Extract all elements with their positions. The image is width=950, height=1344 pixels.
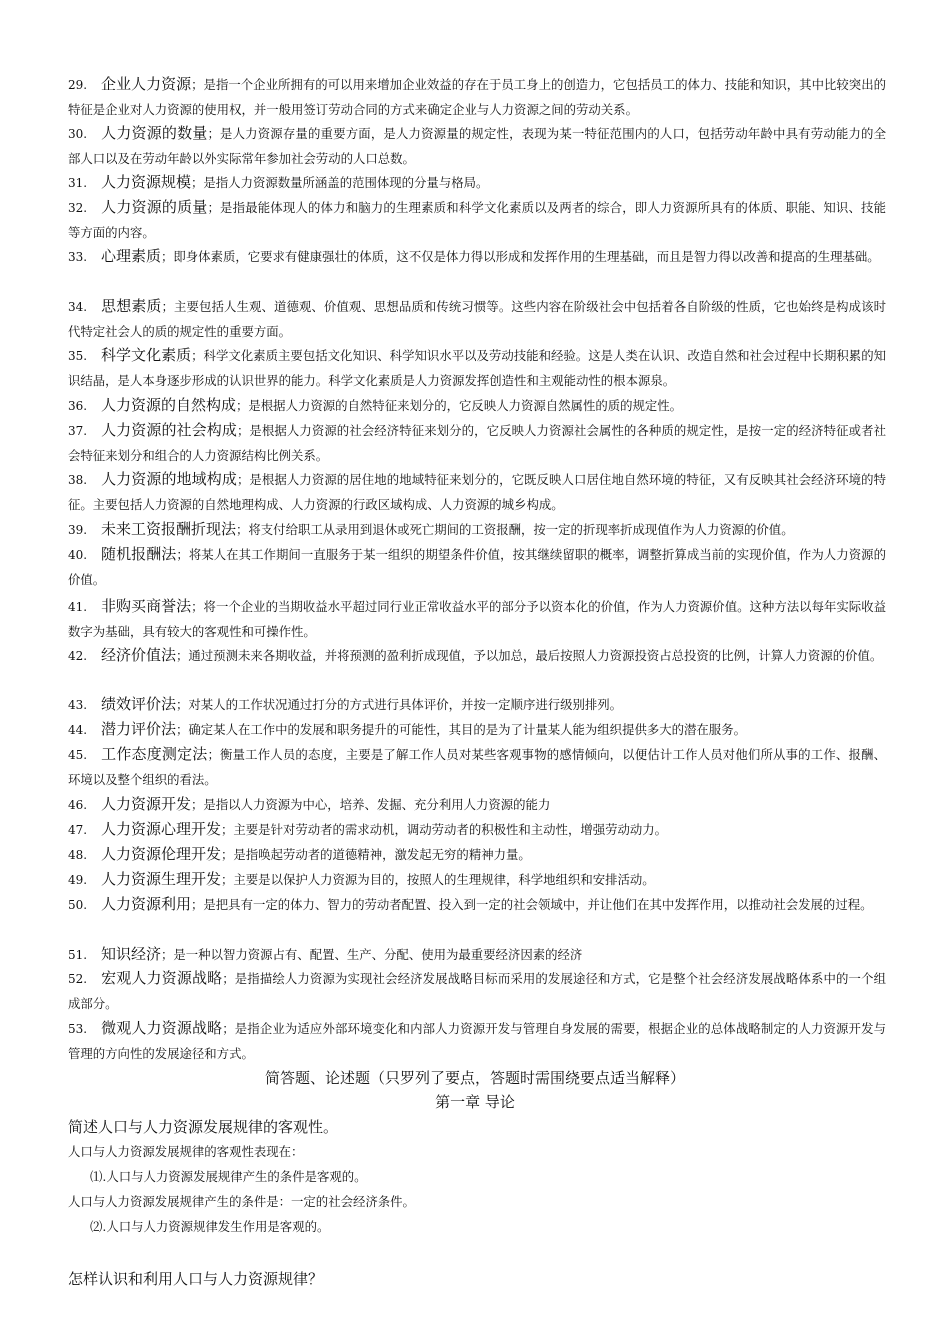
glossary-entry — [68, 867, 886, 893]
chapter-title: 第一章 导论 — [435, 1093, 515, 1111]
entry-definition: ；是人力资源存量的重要方面，是人力资源量的规定性，表现为某一特征范围内的人口，包括劳动年龄中具有劳动能力的全部人口以及在劳动年龄以外实际常年参加社会劳动的人口总数。 — [68, 126, 886, 166]
glossary-entry — [68, 343, 886, 393]
entry-term: 随机报酬法 — [101, 545, 177, 563]
entry-term: 绩效评价法 — [101, 695, 177, 713]
entry-definition: ；是根据人力资源的社会经济特征来划分的，它反映人力资源社会属性的各种质的规定性，是按一定的经济特征或者社会特征来划分和组合的人力资源结构比例关系。 — [68, 423, 886, 463]
glossary-entry — [68, 418, 886, 468]
glossary-entry — [68, 517, 886, 543]
entry-term: 人力资源利用 — [101, 895, 192, 913]
entry-term: 人力资源的地域构成 — [101, 470, 237, 488]
entry-definition: ；是指一个企业所拥有的可以用来增加企业效益的存在于员工身上的创造力，它包括员工的体力、技能和知识，其中比较突出的特征是企业对人力资源的使用权，并一般用签订劳动合同的方式来确定企业与人力资源之间的劳动关系。 — [68, 77, 886, 117]
glossary-entry — [68, 817, 886, 843]
entry-definition: ；主要是以保护人力资源为目的，按照人的生理规律，科学地组织和安排活动。 — [221, 872, 655, 887]
glossary-entry — [68, 393, 886, 419]
entry-definition: ；即身体素质，它要求有健康强壮的体质，这不仅是体力得以形成和发挥作用的生理基础，而且是智力得以改善和提高的生理基础。 — [161, 249, 880, 264]
entry-definition: ；是一种以智力资源占有、配置、生产、分配、使用为最重要经济因素的经济 — [161, 947, 583, 962]
entry-definition: ；是把具有一定的体力、智力的劳动者配置、投入到一定的社会领域中，并让他们在其中发挥作用，以推动社会发展的过程。 — [191, 897, 873, 912]
entry-definition: ；是指企业为适应外部环境变化和内部人力资源开发与管理自身发展的需要，根据企业的总体战略制定的人力资源开发与管理的方向性的发展途径和方式。 — [68, 1021, 886, 1061]
glossary-entry — [68, 717, 886, 743]
entry-number: 49. — [68, 873, 88, 887]
entry-number: 36. — [68, 399, 88, 413]
entry-definition: ；对某人的工作状况通过打分的方式进行具体评价，并按一定顺序进行级别排列。 — [176, 697, 623, 712]
entry-definition: ；将一个企业的当期收益水平超过同行业正常收益水平的部分予以资本化的价值，作为人力资源价值。这种方法以每年实际收益数字为基础，具有较大的客观性和可操作性。 — [68, 599, 886, 639]
entry-definition: ；将某人在其工作期间一直服务于某一组织的期望条件价值，按其继续留职的概率，调整折算成当前的实现价值，作为人力资源的价值。 — [68, 547, 886, 587]
answer-line: ⑵.人口与人力资源规律发生作用是客观的。 — [90, 1219, 330, 1234]
entry-term: 人力资源开发 — [101, 795, 192, 813]
glossary-entry — [68, 294, 886, 344]
entry-number: 45. — [68, 748, 88, 762]
entry-number: 53. — [68, 1022, 88, 1036]
entry-definition: ；确定某人在工作中的发展和职务提升的可能性，其目的是为了计量某人能为组织提供多大的潜在服务。 — [176, 722, 746, 737]
entry-definition: ；是指人力资源数量所涵盖的范围体现的分量与格局。 — [191, 175, 489, 190]
entry-term: 人力资源的数量 — [101, 124, 208, 142]
entry-number: 52. — [68, 972, 88, 986]
entry-number: 31. — [68, 176, 88, 190]
entry-term: 工作态度测定法 — [101, 745, 208, 763]
entry-definition: ；通过预测未来各期收益，并将预测的盈利折成现值，予以加总，最后按照人力资源投资占总投资的比例，计算人力资源的价值。 — [176, 648, 883, 663]
entry-definition: ；科学文化素质主要包括文化知识、科学知识水平以及劳动技能和经验。这是人类在认识、改造自然和社会过程中长期积累的知识结晶，是人本身逐步形成的认识世界的能力。科学文化素质是人力资源发挥创造性和主观能动性的根本源泉。 — [68, 348, 886, 388]
glossary-entry — [68, 792, 886, 818]
entry-term: 人力资源的社会构成 — [101, 421, 237, 439]
entry-number: 35. — [68, 349, 88, 363]
entry-number: 32. — [68, 201, 88, 215]
glossary-entry — [68, 942, 886, 968]
glossary-entry — [68, 643, 886, 669]
entry-term: 企业人力资源 — [101, 75, 192, 93]
entry-number: 38. — [68, 473, 88, 487]
entry-term: 人力资源心理开发 — [101, 820, 222, 838]
glossary-entry — [68, 594, 886, 644]
entry-definition: ；衡量工作人员的态度，主要是了解工作人员对某些客观事物的感情倾向，以便估计工作人员对他们所从事的工作、报酬、环境以及整个组织的看法。 — [68, 747, 886, 787]
entry-term: 心理素质 — [101, 247, 162, 265]
entry-number: 40. — [68, 548, 88, 562]
glossary-entry — [68, 542, 886, 592]
section-title: 简答题、论述题（只罗列了要点，答题时需围绕要点适当解释） — [264, 1069, 685, 1087]
entry-definition: ；主要包括人生观、道德观、价值观、思想品质和传统习惯等。这些内容在阶级社会中包括着各自阶级的性质，它也始终是构成该时代特定社会人的质的规定性的重要方面。 — [68, 299, 886, 339]
glossary-entry — [68, 742, 886, 792]
entry-term: 宏观人力资源战略 — [101, 969, 223, 987]
glossary-entry — [68, 195, 886, 245]
glossary-entry — [68, 892, 886, 918]
entry-number: 47. — [68, 823, 88, 837]
glossary-entry — [68, 467, 886, 517]
entry-definition: ；是指描绘人力资源为实现社会经济发展战略目标而采用的发展途径和方式，它是整个社会经济发展战略体系中的一个组成部分。 — [68, 971, 886, 1011]
glossary-entry — [68, 842, 886, 868]
entry-number: 50. — [68, 898, 88, 912]
entry-definition: ；是根据人力资源的自然特征来划分的，它反映人力资源自然属性的质的规定性。 — [236, 398, 683, 413]
entry-term: 人力资源伦理开发 — [101, 845, 222, 863]
answer-line: 人口与人力资源发展规律的客观性表现在： — [68, 1144, 304, 1159]
entry-term: 潜力评价法 — [101, 720, 177, 738]
answer-line: 人口与人力资源发展规律产生的条件是：一定的社会经济条件。 — [68, 1194, 415, 1209]
entry-number: 30. — [68, 127, 88, 141]
entry-number: 43. — [68, 698, 88, 712]
entry-term: 非购买商誉法 — [101, 597, 192, 615]
question-heading: 怎样认识和利用人口与人力资源规律？ — [68, 1270, 324, 1288]
glossary-entry — [68, 72, 886, 122]
answer-line: ⑴.人口与人力资源发展规律产生的条件是客观的。 — [90, 1169, 367, 1184]
entry-number: 39. — [68, 523, 88, 537]
entry-definition: ；是根据人力资源的居住地的地域特征来划分的，它既反映人口居住地自然环境的特征，又有反映其社会经济环境的特征。主要包括人力资源的自然地理构成、人力资源的行政区域构成、人力资源的城乡构成。 — [68, 472, 886, 512]
entry-term: 未来工资报酬折现法 — [101, 520, 237, 538]
entry-definition: ；是指唤起劳动者的道德精神，激发起无穷的精神力量。 — [221, 847, 531, 862]
glossary-entry — [68, 170, 886, 196]
entry-number: 34. — [68, 300, 88, 314]
glossary-entry — [68, 1016, 886, 1066]
entry-number: 41. — [68, 600, 88, 614]
entry-term: 人力资源的自然构成 — [101, 396, 237, 414]
entry-term: 知识经济 — [101, 945, 162, 963]
entry-number: 37. — [68, 424, 88, 438]
glossary-entry — [68, 121, 886, 171]
entry-number: 51. — [68, 948, 88, 962]
entry-definition: ；将支付给职工从录用到退休或死亡期间的工资报酬，按一定的折现率折成现值作为人力资源的价值。 — [236, 522, 794, 537]
entry-term: 微观人力资源战略 — [101, 1019, 223, 1037]
entry-term: 人力资源规模 — [101, 173, 192, 191]
entry-number: 48. — [68, 848, 88, 862]
glossary-entry — [68, 244, 886, 270]
entry-number: 44. — [68, 723, 88, 737]
entry-definition: ；是指以人力资源为中心，培养、发掘、充分利用人力资源的能力 — [191, 797, 551, 812]
entry-term: 科学文化素质 — [101, 346, 192, 364]
entry-definition: ；主要是针对劳动者的需求动机，调动劳动者的积极性和主动性，增强劳动动力。 — [221, 822, 668, 837]
entry-term: 人力资源的质量 — [101, 198, 208, 216]
question-heading: 简述人口与人力资源发展规律的客观性。 — [68, 1118, 339, 1136]
glossary-entry — [68, 966, 886, 1016]
entry-definition: ；是指最能体现人的体力和脑力的生理素质和科学文化素质以及两者的综合，即人力资源所具有的体质、职能、知识、技能等方面的内容。 — [68, 200, 886, 240]
entry-number: 46. — [68, 798, 88, 812]
entry-term: 思想素质 — [101, 297, 162, 315]
entry-number: 42. — [68, 649, 88, 663]
entry-number: 33. — [68, 250, 88, 264]
entry-term: 经济价值法 — [101, 646, 177, 664]
entry-term: 人力资源生理开发 — [101, 870, 222, 888]
glossary-entry — [68, 692, 886, 718]
entry-number: 29. — [68, 78, 88, 92]
